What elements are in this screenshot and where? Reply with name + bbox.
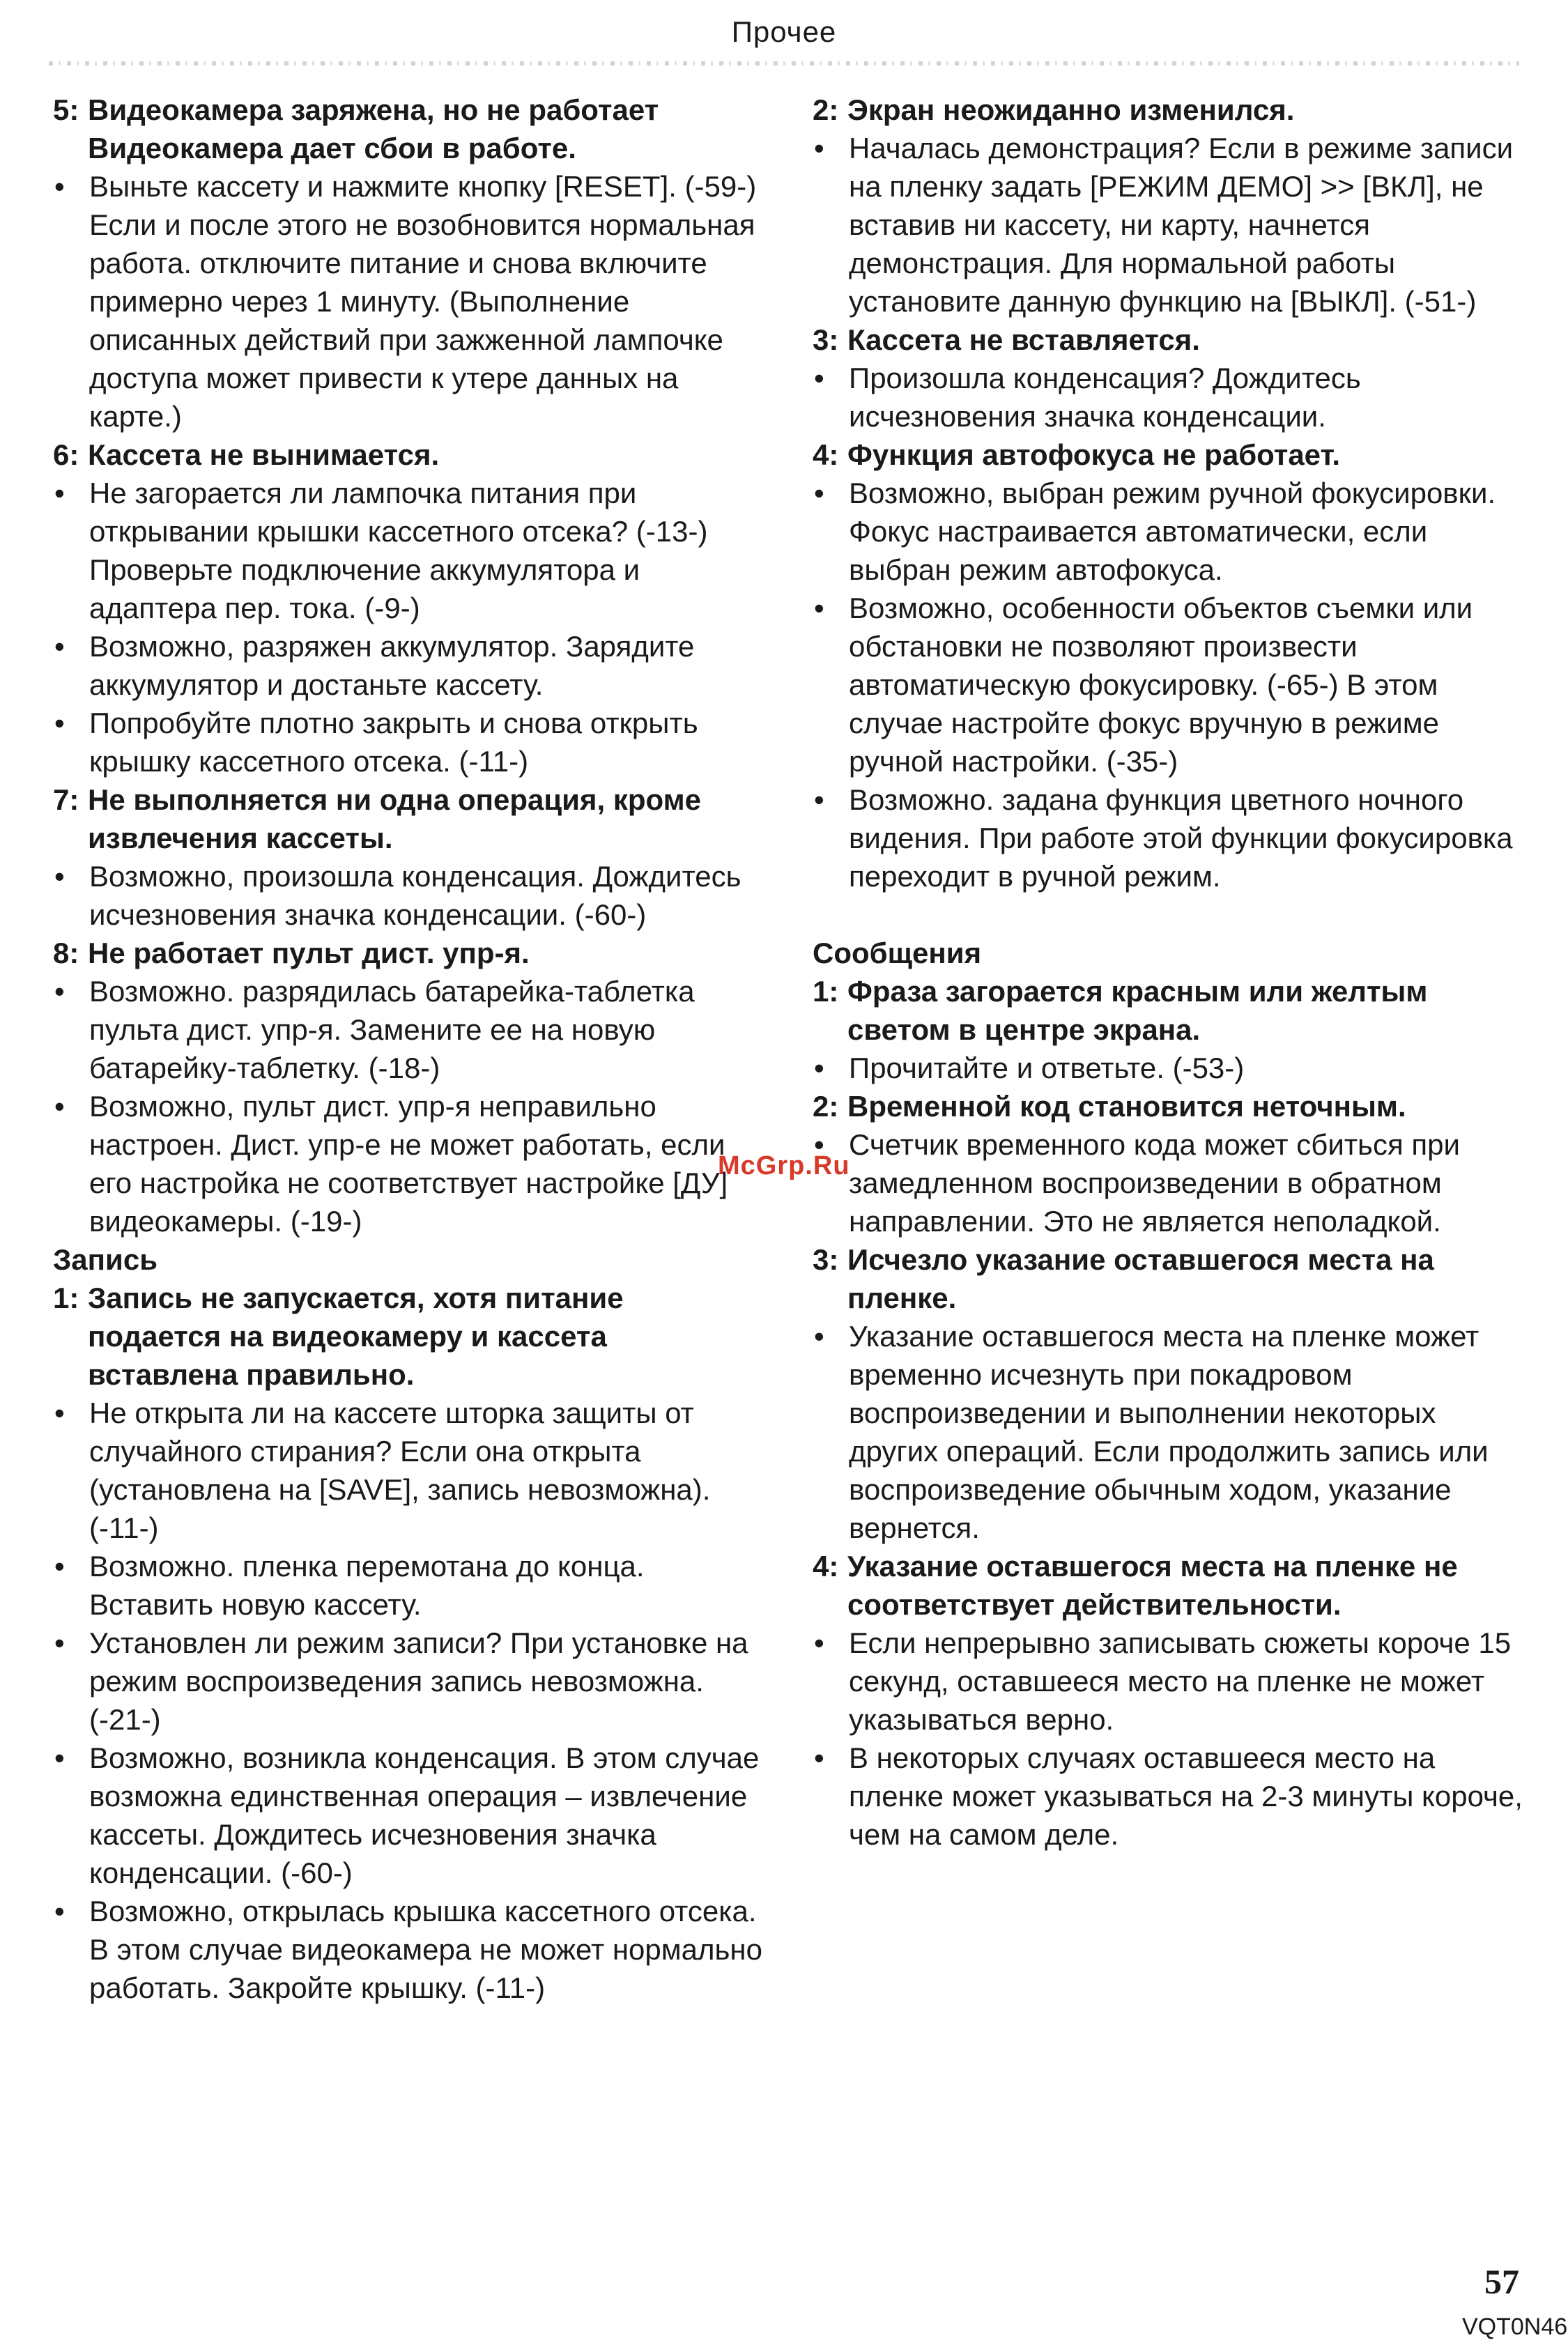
item-heading-text: Кассета не вставляется. <box>847 323 1200 356</box>
bullet-text: Установлен ли режим записи? При установке на режим воспроизведения запись невозможна. (-21-) <box>89 1626 748 1736</box>
right-column <box>813 91 1530 1854</box>
item-number: 8: <box>53 937 79 969</box>
bullet-icon: • <box>814 362 824 394</box>
document-code: VQT0N46 <box>1462 2314 1568 2340</box>
item-heading-text: Видеокамера заряжена, но не работает Видеокамера дает сбои в работе. <box>88 93 659 164</box>
bullet-point <box>813 474 1530 589</box>
item-number: 4: <box>813 1550 839 1583</box>
bullet-icon: • <box>814 1128 824 1161</box>
bullet-icon: • <box>54 1550 65 1583</box>
troubleshooting-item-heading <box>813 972 1530 1049</box>
bullet-text: Возможно. разрядилась батарейка-таблетка пульта дист. упр-я. Замените ее на новую батарейку-таблетку. (-18-) <box>89 975 695 1084</box>
bullet-text: Указание оставшегося места на пленке может временно исчезнуть при покадровом воспроизведении и выполнении некоторых других операций. Если продолжить запись или воспроизведение обычным ходом, указание вернется. <box>849 1320 1489 1544</box>
bullet-point <box>813 589 1530 780</box>
item-number: 3: <box>813 323 839 356</box>
bullet-icon: • <box>814 592 824 624</box>
item-heading-text: Кассета не вынимается. <box>88 438 440 471</box>
item-heading-text: Указание оставшегося места на пленке не соответствует действительности. <box>847 1550 1458 1621</box>
bullet-text: Произошла конденсация? Дождитесь исчезновения значка конденсации. <box>849 362 1361 433</box>
bullet-point <box>53 704 764 780</box>
page-number: 57 <box>1484 2262 1519 2301</box>
troubleshooting-item-heading <box>53 780 764 857</box>
bullet-text: Попробуйте плотно закрыть и снова открыть крышку кассетного отсека. (-11-) <box>89 707 698 778</box>
item-number: 3: <box>813 1243 839 1276</box>
bullet-icon: • <box>814 477 824 509</box>
bullet-icon: • <box>814 1626 824 1659</box>
bullet-text: Счетчик временного кода может сбиться при замедленном воспроизведении в обратном направлении. Это не является неполадкой. <box>849 1128 1460 1238</box>
bullet-icon: • <box>54 170 65 203</box>
bullet-text: Возможно, открылась крышка кассетного отсека. В этом случае видеокамера не может нормально работать. Закройте крышку. (-11-) <box>89 1895 762 2004</box>
item-heading-text: Запись не запускается, хотя питание подается на видеокамеру и кассета вставлена правильно. <box>88 1282 624 1391</box>
section-heading: Сообщения <box>813 937 982 969</box>
bullet-text: Возможно, пульт дист. упр-я неправильно настроен. Дист. упр-е не может работать, если его настройка не соответствует настройке [ДУ] видеокамеры. (-19-) <box>89 1090 728 1238</box>
bullet-point <box>53 474 764 627</box>
page-header-title: Прочее <box>731 15 837 48</box>
bullet-icon: • <box>54 1895 65 1927</box>
bullet-text: Возможно, особенности объектов съемки или обстановки не позволяют произвести автоматическую фокусировку. (-65-) В этом случае настройте фокус вручную в режиме ручной настройки. (-35-) <box>849 592 1473 778</box>
bullet-point <box>813 129 1530 321</box>
header-divider <box>49 61 1519 66</box>
item-number: 5: <box>53 93 79 126</box>
item-heading-text: Функция автофокуса не работает. <box>847 438 1341 471</box>
bullet-point <box>53 1394 764 1547</box>
bullet-text: Возможно, разряжен аккумулятор. Зарядите аккумулятор и достаньте кассету. <box>89 630 695 701</box>
bullet-point <box>813 359 1530 436</box>
item-number: 7: <box>53 783 79 816</box>
troubleshooting-item-heading <box>53 934 764 972</box>
bullet-icon: • <box>54 975 65 1008</box>
item-heading-text: Не работает пульт дист. упр-я. <box>88 937 530 969</box>
bullet-text: Возможно, произошла конденсация. Дождитесь исчезновения значка конденсации. (-60-) <box>89 860 741 931</box>
bullet-point <box>53 167 764 436</box>
bullet-point <box>813 780 1530 895</box>
bullet-icon: • <box>54 860 65 893</box>
troubleshooting-item-heading <box>813 321 1530 359</box>
item-heading-text: Фраза загорается красным или желтым светом в центре экрана. <box>847 975 1428 1046</box>
troubleshooting-item-heading <box>53 91 764 167</box>
bullet-icon: • <box>54 1626 65 1659</box>
item-number: 6: <box>53 438 79 471</box>
bullet-icon: • <box>814 1052 824 1084</box>
bullet-icon: • <box>54 477 65 509</box>
item-heading-text: Исчезло указание оставшегося места на пленке. <box>847 1243 1434 1314</box>
bullet-icon: • <box>814 783 824 816</box>
item-heading-text: Экран неожиданно изменился. <box>847 93 1295 126</box>
troubleshooting-item-heading <box>53 436 764 474</box>
spacer <box>813 895 1530 934</box>
bullet-point <box>813 1739 1530 1854</box>
bullet-text: Началась демонстрация? Если в режиме записи на пленку задать [РЕЖИМ ДЕМО] >> [ВКЛ], не вставив ни кассету, ни карту, начнется демонстрация. Для нормальной работы установите данную функцию на [ВЫКЛ]. (-51-) <box>849 132 1514 318</box>
bullet-point <box>813 1049 1530 1087</box>
item-number: 1: <box>53 1282 79 1314</box>
item-number: 2: <box>813 1090 839 1123</box>
bullet-text: Возможно, выбран режим ручной фокусировки. Фокус настраивается автоматически, если выбран режим автофокуса. <box>849 477 1496 586</box>
bullet-icon: • <box>814 1741 824 1774</box>
bullet-text: Выньте кассету и нажмите кнопку [RESET]. (-59-) Если и после этого не возобновится нормальная работа. отключите питание и снова включите примерно через 1 минуту. (Выполнение описанных действий при зажженной лампочке доступа может привести к утере данных на карте.) <box>89 170 757 433</box>
bullet-point <box>53 972 764 1087</box>
bullet-point <box>53 1739 764 1892</box>
bullet-point <box>53 1547 764 1624</box>
bullet-point <box>53 1624 764 1739</box>
bullet-point <box>813 1125 1530 1240</box>
bullet-text: Не загорается ли лампочка питания при открывании крышки кассетного отсека? (-13-) Проверьте подключение аккумулятора и адаптера пер. тока. (-9-) <box>89 477 708 624</box>
troubleshooting-item-heading <box>813 1240 1530 1317</box>
bullet-text: Возможно. задана функция цветного ночного видения. При работе этой функции фокусировка переходит в ручной режим. <box>849 783 1513 893</box>
item-heading-text: Временной код становится неточным. <box>847 1090 1406 1123</box>
bullet-text: Возможно, возникла конденсация. В этом случае возможна единственная операция – извлечение кассеты. Дождитесь исчезновения значка конденсации. (-60-) <box>89 1741 760 1889</box>
bullet-text: Прочитайте и ответьте. (-53-) <box>849 1052 1245 1084</box>
troubleshooting-item-heading <box>53 1279 764 1394</box>
item-number: 2: <box>813 93 839 126</box>
bullet-point <box>813 1624 1530 1739</box>
bullet-point <box>813 1317 1530 1547</box>
bullet-text: Не открыта ли на кассете шторка защиты от случайного стирания? Если она открыта (установлена на [SAVE], запись невозможна). (-11-) <box>89 1396 711 1544</box>
bullet-point <box>53 857 764 934</box>
item-number: 4: <box>813 438 839 471</box>
bullet-icon: • <box>54 707 65 739</box>
bullet-icon: • <box>54 1741 65 1774</box>
bullet-icon: • <box>54 1090 65 1123</box>
bullet-point <box>53 1087 764 1240</box>
troubleshooting-item-heading <box>813 1547 1530 1624</box>
bullet-icon: • <box>814 132 824 164</box>
troubleshooting-item-heading <box>813 436 1530 474</box>
bullet-icon: • <box>814 1320 824 1353</box>
bullet-text: В некоторых случаях оставшееся место на пленке может указываться на 2-3 минуты короче, чем на самом деле. <box>849 1741 1523 1851</box>
bullet-icon: • <box>54 1396 65 1429</box>
bullet-point <box>53 1892 764 2007</box>
item-number: 1: <box>813 975 839 1008</box>
item-heading-text: Не выполняется ни одна операция, кроме извлечения кассеты. <box>88 783 702 854</box>
left-column <box>53 91 764 2007</box>
bullet-text: Возможно. пленка перемотана до конца. Вставить новую кассету. <box>89 1550 645 1621</box>
bullet-icon: • <box>54 630 65 663</box>
section-heading: Запись <box>53 1243 158 1276</box>
bullet-text: Если непрерывно записывать сюжеты короче 15 секунд, оставшееся место на пленке не может указываться верно. <box>849 1626 1512 1736</box>
bullet-point <box>53 627 764 704</box>
troubleshooting-item-heading <box>813 1087 1530 1125</box>
watermark-text: McGrp.Ru <box>718 1151 850 1180</box>
troubleshooting-item-heading <box>813 91 1530 129</box>
